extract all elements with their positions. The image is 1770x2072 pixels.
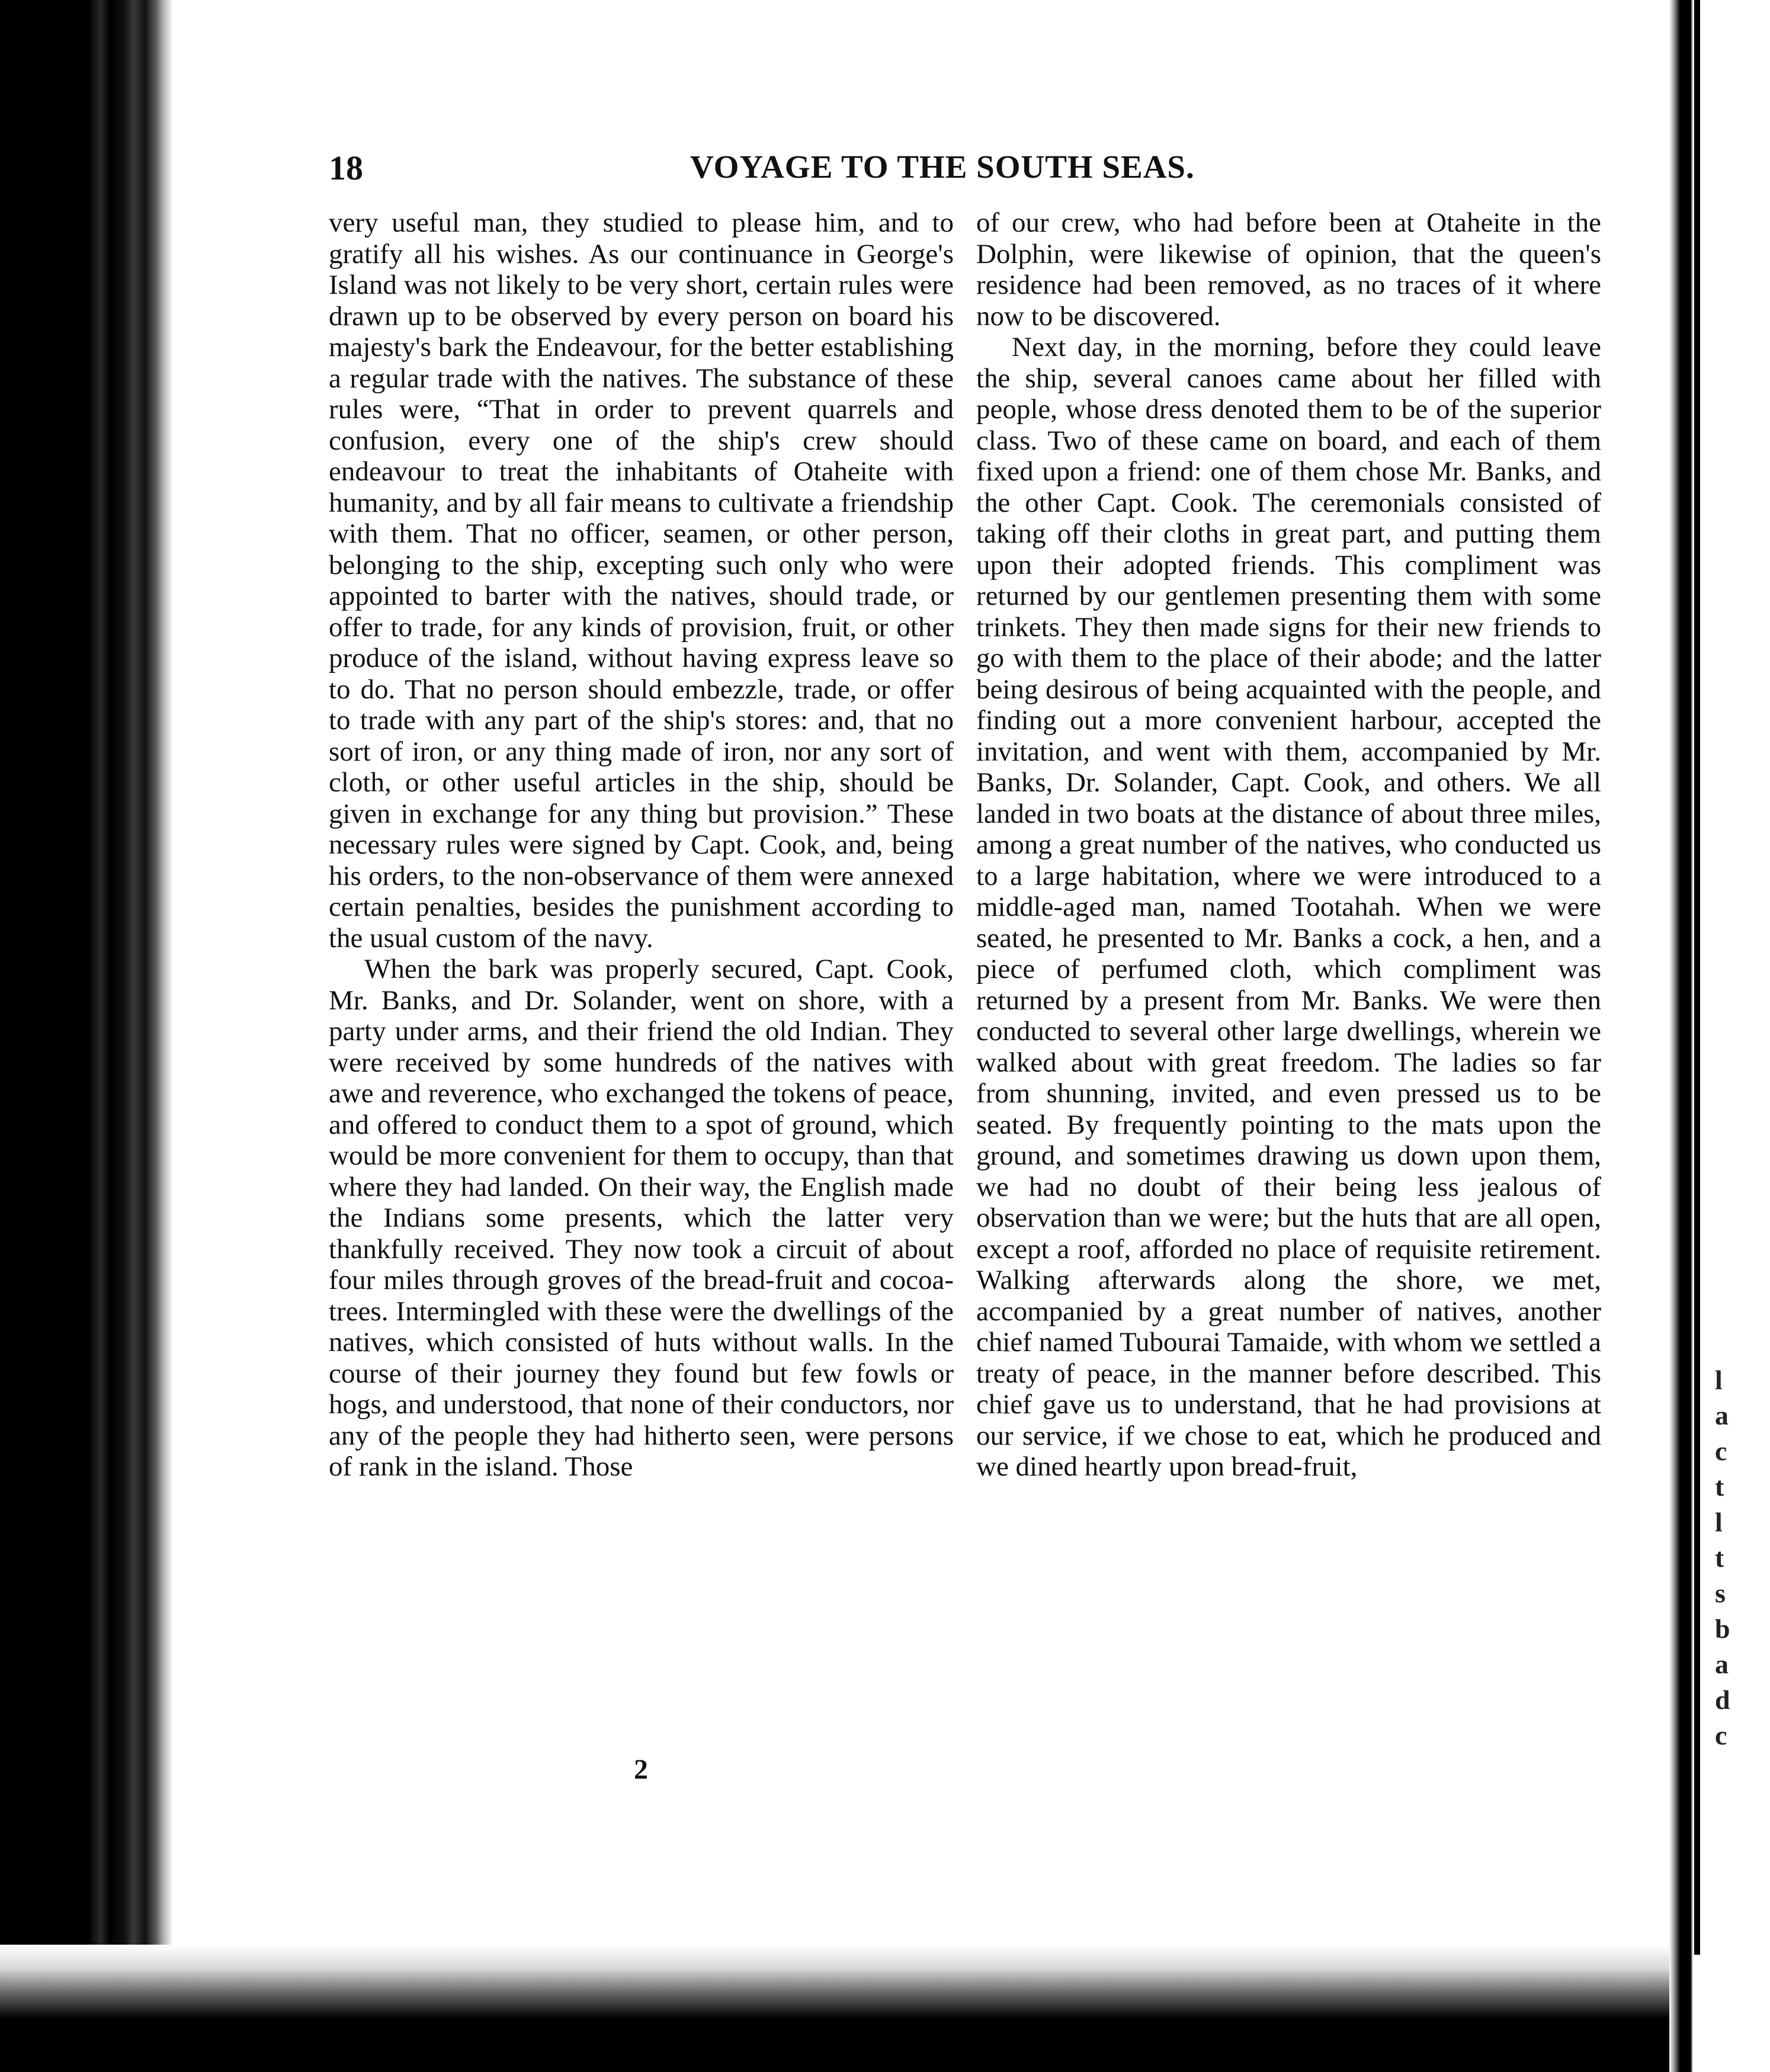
- adjacent-letter: c: [1715, 1720, 1727, 1750]
- running-title: VOYAGE TO THE SOUTH SEAS.: [690, 149, 1195, 185]
- adjacent-letter: a: [1715, 1649, 1729, 1679]
- paragraph: of our crew, who had before been at Otaheite in the Dolphin, were likewise of opinion, that the queen's residence had been removed, as no traces of it where now to be discovered.: [976, 207, 1601, 332]
- adjacent-letter: s: [1715, 1578, 1726, 1608]
- signature-mark: 2: [634, 1754, 648, 1785]
- adjacent-letter: a: [1715, 1400, 1729, 1430]
- paragraph: When the bark was properly secured, Capt. Cook, Mr. Banks, and Dr. Solander, went on shore, with a party under arms, and their friend the old Indian. They were received by some hundreds of the natives with awe and reverence, who exchanged the tokens of peace, and offered to conduct them to a spot of ground, which would be more convenient for them to occupy, than that where they had landed. On their way, the English made the Indians some presents, which the latter very thankfully received. They now took a circuit of about four miles through groves of the bread-fruit and cocoa-trees. Intermingled with these were the dwellings of the natives, which consisted of huts without walls. In the course of their journey they found but few fowls or hogs, and understood, that none of their conductors, nor any of the people they had hitherto seen, were persons of rank in the island. Those: [329, 954, 954, 1482]
- scan-left-edge: [0, 0, 172, 2072]
- left-column: [329, 207, 954, 1483]
- adjacent-letter: d: [1715, 1685, 1730, 1715]
- adjacent-page-fragment: [1715, 1362, 1750, 1753]
- adjacent-letter: b: [1715, 1614, 1730, 1644]
- scan-right-edge: [1669, 0, 1770, 2072]
- adjacent-letter: l: [1715, 1365, 1723, 1395]
- right-column: [976, 207, 1601, 1483]
- page-gutter-line: [1694, 0, 1700, 1955]
- adjacent-letter: t: [1715, 1471, 1724, 1502]
- page-header: [329, 148, 1611, 190]
- page-number: 18: [329, 149, 363, 187]
- adjacent-letter: l: [1715, 1507, 1723, 1537]
- paragraph: very useful man, they studied to please him, and to gratify all his wishes. As our continuance in George's Island was not likely to be very short, certain rules were drawn up to be observed by every person on board his majesty's bark the Endeavour, for the better establishing a regular trade with the natives. The substance of these rules were, “That in order to prevent quarrels and confusion, every one of the ship's crew should endeavour to treat the inhabitants of Otaheite with humanity, and by all fair means to cultivate a friendship with them. That no officer, seamen, or other person, belonging to the ship, excepting such only who were appointed to barter with the natives, should trade, or offer to trade, for any kinds of provision, fruit, or other produce of the island, without having express leave so to do. That no person should embezzle, trade, or offer to trade with any part of the ship's stores: and, that no sort of iron, or any thing made of iron, nor any sort of cloth, or other useful articles in the ship, should be given in exchange for any thing but provision.” These necessary rules were signed by Capt. Cook, and, being his orders, to the non-observance of them were annexed certain penalties, besides the punishment according to the usual custom of the navy.: [329, 207, 954, 954]
- paragraph: Next day, in the morning, before they could leave the ship, several canoes came about her filled with people, whose dress denoted them to be of the superior class. Two of these came on board, and each of them fixed upon a friend: one of them chose Mr. Banks, and the other Capt. Cook. The ceremonials consisted of taking off their cloths in great part, and putting them upon their adopted friends. This compliment was returned by our gentlemen presenting them with some trinkets. They then made signs for their new friends to go with them to the place of their abode; and the latter being desirous of being acquainted with the people, and finding out a more convenient harbour, accepted the invitation, and went with them, accompanied by Mr. Banks, Dr. Solander, Capt. Cook, and others. We all landed in two boats at the distance of about three miles, among a great number of the natives, who conducted us to a large habitation, where we were introduced to a middle-aged man, named Tootahah. When we were seated, he presented to Mr. Banks a cock, a hen, and a piece of perfumed cloth, which compliment was returned by a present from Mr. Banks. We were then conducted to several other large dwellings, wherein we walked about with great freedom. The ladies so far from shunning, invited, and even pressed us to be seated. By frequently pointing to the mats upon the ground, and sometimes drawing us down upon them, we had no doubt of their being less jealous of observation than we were; but the huts that are all open, except a roof, afforded no place of requisite retirement. Walking afterwards along the shore, we met, accompanied by a great number of natives, another chief named Tubourai Tamaide, with whom we settled a treaty of peace, in the manner before described. This chief gave us to understand, that he had provisions at our service, if we chose to eat, which he produced and we dined heartly upon bread-fruit,: [976, 332, 1601, 1482]
- adjacent-letter: t: [1715, 1542, 1724, 1573]
- adjacent-letter: c: [1715, 1436, 1727, 1466]
- scan-bottom-edge: [0, 1945, 1770, 2072]
